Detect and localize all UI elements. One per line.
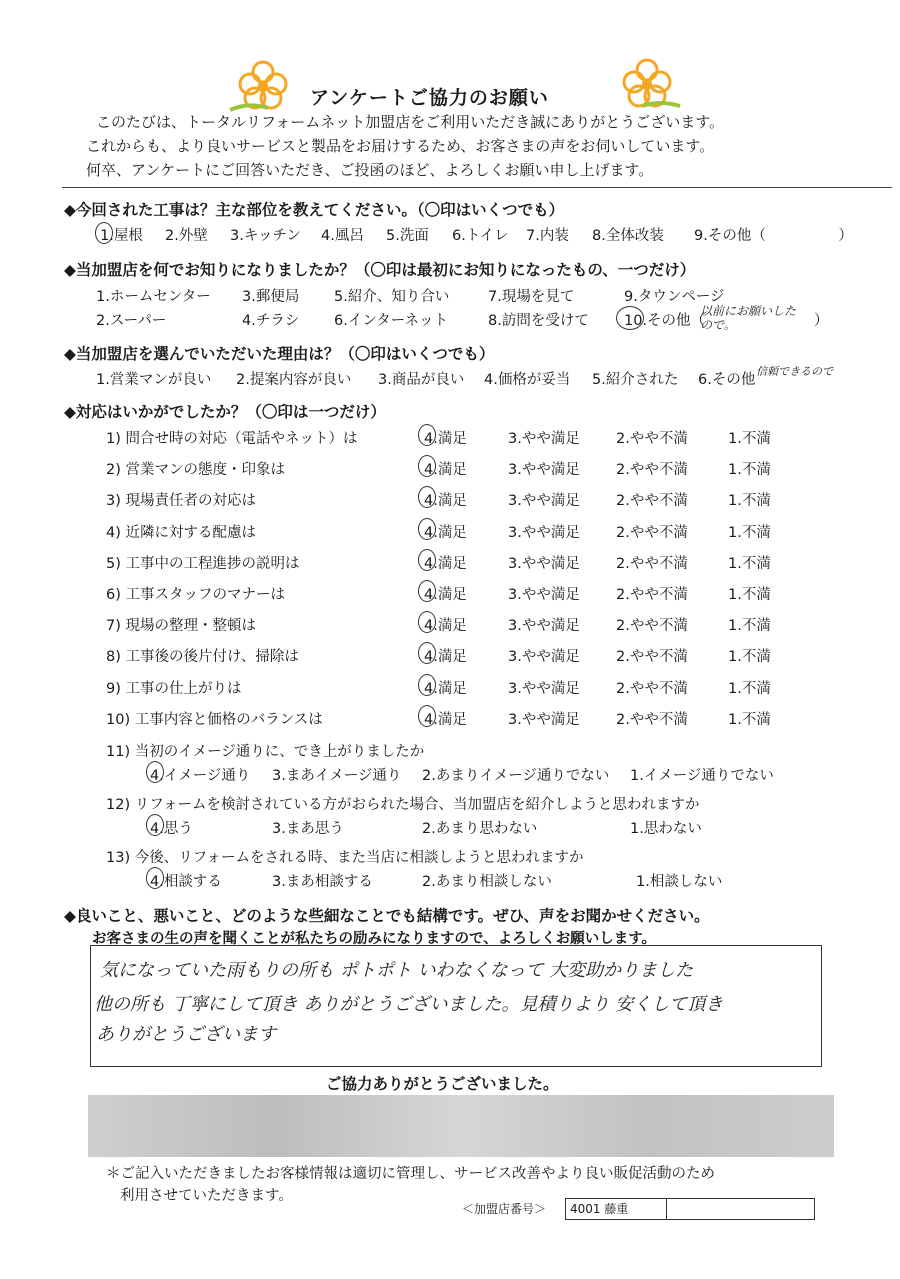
rating-9-option-1[interactable]: 1.不満 xyxy=(728,681,771,697)
q13-option-1[interactable]: 1.相談しない xyxy=(636,874,723,890)
rating-2-option-3[interactable]: 3.やや満足 xyxy=(508,462,580,478)
q12-option-4[interactable]: 4.思う xyxy=(150,821,193,837)
rating-3-option-1[interactable]: 1.不満 xyxy=(728,493,771,509)
q2-heading: ◆当加盟店を何でお知りになりましたか？（〇印は最初にお知りになったもの、一つだけ） xyxy=(64,261,696,279)
rating-1-option-4[interactable]: 4.満足 xyxy=(424,431,467,447)
privacy-note-line-2: 利用させていただきます。 xyxy=(120,1188,293,1204)
rating-7-option-4[interactable]: 4.満足 xyxy=(424,618,467,634)
rating-8-circle-mark xyxy=(418,642,436,664)
rating-5-option-3[interactable]: 3.やや満足 xyxy=(508,556,580,572)
q11-option-3[interactable]: 3.まあイメージ通り xyxy=(272,768,402,784)
q2-other-close: ） xyxy=(814,313,829,329)
rating-10-option-4[interactable]: 4.満足 xyxy=(424,712,467,728)
rating-3-circle-mark xyxy=(418,486,436,508)
rating-6-option-4[interactable]: 4.満足 xyxy=(424,587,467,603)
comment-line-2: 他の所も 丁寧にして頂き ありがとうございました。見積りより 安くして頂き xyxy=(94,994,724,1015)
q1-option-roof[interactable]: 1.屋根 xyxy=(100,228,143,244)
q2-option-postoffice[interactable]: 3.郵便局 xyxy=(242,289,300,305)
q1-option-kitchen[interactable]: 3.キッチン xyxy=(230,228,301,244)
header-divider xyxy=(62,187,892,188)
rating-4-option-2[interactable]: 2.やや不満 xyxy=(616,525,688,541)
rating-4-circle-mark xyxy=(418,518,436,540)
q2-option-flyer[interactable]: 4.チラシ xyxy=(242,313,300,329)
rating-3-option-4[interactable]: 4.満足 xyxy=(424,493,467,509)
q2-option-townpage[interactable]: 9.タウンページ xyxy=(624,289,725,305)
rating-7-option-3[interactable]: 3.やや満足 xyxy=(508,618,580,634)
q1-option-other[interactable]: 9.その他（ ） xyxy=(694,228,853,244)
rating-10-option-1[interactable]: 1.不満 xyxy=(728,712,771,728)
rating-question-5: 5) 工事中の工程進捗の説明は xyxy=(106,556,300,572)
rating-8-option-2[interactable]: 2.やや不満 xyxy=(616,649,688,665)
rating-8-option-1[interactable]: 1.不満 xyxy=(728,649,771,665)
q2-option-other[interactable]: 10.その他（ xyxy=(624,313,706,329)
q13-text: 13) 今後、リフォームをされる時、また当店に相談しようと思われますか xyxy=(106,850,584,866)
redacted-customer-info xyxy=(88,1095,834,1157)
rating-10-option-3[interactable]: 3.やや満足 xyxy=(508,712,580,728)
store-number-value: 4001 藤重 xyxy=(570,1202,629,1216)
rating-7-option-2[interactable]: 2.やや不満 xyxy=(616,618,688,634)
q1-option-bath[interactable]: 4.風呂 xyxy=(321,228,364,244)
q12-option-3[interactable]: 3.まあ思う xyxy=(272,821,344,837)
store-number-field xyxy=(565,1198,667,1220)
rating-7-circle-mark xyxy=(418,611,436,633)
store-name-field xyxy=(662,1198,815,1220)
q3-option-other[interactable]: 6.その他 xyxy=(698,372,756,388)
rating-9-option-4[interactable]: 4.満足 xyxy=(424,681,467,697)
rating-2-option-2[interactable]: 2.やや不満 xyxy=(616,462,688,478)
rating-7-option-1[interactable]: 1.不満 xyxy=(728,618,771,634)
rating-5-option-4[interactable]: 4.満足 xyxy=(424,556,467,572)
q2-option-visit[interactable]: 8.訪問を受けて xyxy=(488,313,589,329)
q11-option-4[interactable]: 4.イメージ通り xyxy=(150,768,251,784)
flower-right-icon xyxy=(612,56,682,116)
q13-option-2[interactable]: 2.あまり相談しない xyxy=(422,874,552,890)
q3-other-handwritten: 信頼できるので xyxy=(756,365,833,378)
rating-5-circle-mark xyxy=(418,549,436,571)
q11-circle-mark xyxy=(146,761,164,783)
rating-question-9: 9) 工事の仕上がりは xyxy=(106,681,242,697)
q1-option-washroom[interactable]: 5.洗面 xyxy=(386,228,429,244)
rating-question-6: 6) 工事スタッフのマナーは xyxy=(106,587,285,603)
q13-option-4[interactable]: 4.相談する xyxy=(150,874,222,890)
q12-option-1[interactable]: 1.思わない xyxy=(630,821,702,837)
q1-option-toilet[interactable]: 6.トイレ xyxy=(452,228,509,244)
q3-option-sales[interactable]: 1.営業マンが良い xyxy=(96,372,212,388)
q12-option-2[interactable]: 2.あまり思わない xyxy=(422,821,538,837)
q3-heading: ◆当加盟店を選んでいただいた理由は？（〇印はいくつでも） xyxy=(64,345,495,363)
rating-10-option-2[interactable]: 2.やや不満 xyxy=(616,712,688,728)
rating-9-option-3[interactable]: 3.やや満足 xyxy=(508,681,580,697)
rating-question-4: 4) 近隣に対する配慮は xyxy=(106,525,256,541)
q2-option-internet[interactable]: 6.インターネット xyxy=(334,313,449,329)
rating-6-option-1[interactable]: 1.不満 xyxy=(728,587,771,603)
rating-8-option-3[interactable]: 3.やや満足 xyxy=(508,649,580,665)
q2-option-homecenter[interactable]: 1.ホームセンター xyxy=(96,289,211,305)
comment-line-3: ありがとうございます xyxy=(96,1024,276,1045)
q3-option-referral[interactable]: 5.紹介された xyxy=(592,372,679,388)
q1-option-exterior[interactable]: 2.外壁 xyxy=(165,228,208,244)
rating-question-2: 2) 営業マンの態度・印象は xyxy=(106,462,285,478)
q13-circle-mark xyxy=(146,867,164,889)
q3-option-price[interactable]: 4.価格が妥当 xyxy=(484,372,571,388)
rating-2-circle-mark xyxy=(418,455,436,477)
q2-option-supermarket[interactable]: 2.スーパー xyxy=(96,313,167,329)
rating-1-option-3[interactable]: 3.やや満足 xyxy=(508,431,580,447)
q12-text: 12) リフォームを検討されている方がおられた場合、当加盟店を紹介しようと思われますか xyxy=(106,797,700,813)
page-title: アンケートご協力のお願い xyxy=(310,87,549,109)
comments-heading: ◆良いこと、悪いこと、どのような些細なことでも結構です。ぜひ、声をお聞かせください。 xyxy=(64,907,710,925)
rating-2-option-4[interactable]: 4.満足 xyxy=(424,462,467,478)
q12-circle-mark xyxy=(146,814,164,836)
q4-heading: ◆対応はいかがでしたか？（〇印は一つだけ） xyxy=(64,403,386,421)
store-number-label: ＜加盟店番号＞ xyxy=(462,1202,547,1216)
rating-4-option-4[interactable]: 4.満足 xyxy=(424,525,467,541)
q11-option-2[interactable]: 2.あまりイメージ通りでない xyxy=(422,768,610,784)
intro-line-1: このたびは、トータルリフォームネット加盟店をご利用いただき誠にありがとうございます。 xyxy=(96,113,725,131)
q11-text: 11) 当初のイメージ通りに、でき上がりましたか xyxy=(106,744,425,760)
q1-option-interior[interactable]: 7.内装 xyxy=(526,228,569,244)
q3-option-proposal[interactable]: 2.提案内容が良い xyxy=(236,372,352,388)
rating-10-circle-mark xyxy=(418,705,436,727)
thanks-text: ご協力ありがとうございました。 xyxy=(326,1075,559,1093)
privacy-note-line-1: ＊ご記入いただきましたお客様情報は適切に管理し、サービス改善やより良い販促活動のため xyxy=(106,1166,715,1182)
q1-option-full[interactable]: 8.全体改装 xyxy=(592,228,664,244)
rating-question-1: 1) 問合せ時の対応（電話やネット）は xyxy=(106,431,358,447)
comment-line-1: 気になっていた雨もりの所も ポトポト いわなくなって 大変助かりました xyxy=(100,960,694,981)
rating-1-circle-mark xyxy=(418,424,436,446)
q11-option-1[interactable]: 1.イメージ通りでない xyxy=(630,768,774,784)
rating-4-option-1[interactable]: 1.不満 xyxy=(728,525,771,541)
rating-question-7: 7) 現場の整理・整頓は xyxy=(106,618,256,634)
rating-1-option-1[interactable]: 1.不満 xyxy=(728,431,771,447)
rating-5-option-1[interactable]: 1.不満 xyxy=(728,556,771,572)
rating-3-option-2[interactable]: 2.やや不満 xyxy=(616,493,688,509)
flower-left-icon xyxy=(228,58,298,118)
rating-2-option-1[interactable]: 1.不満 xyxy=(728,462,771,478)
rating-9-circle-mark xyxy=(418,674,436,696)
rating-1-option-2[interactable]: 2.やや不満 xyxy=(616,431,688,447)
q1-heading: ◆今回された工事は？主な部位を教えてください。（〇印はいくつでも） xyxy=(64,201,565,219)
q2-option-site[interactable]: 7.現場を見て xyxy=(488,289,575,305)
rating-6-option-3[interactable]: 3.やや満足 xyxy=(508,587,580,603)
rating-8-option-4[interactable]: 4.満足 xyxy=(424,649,467,665)
q3-option-product[interactable]: 3.商品が良い xyxy=(378,372,465,388)
intro-line-2: これからも、より良いサービスと製品をお届けするため、お客さまの声をお伺いしています。 xyxy=(86,137,715,155)
rating-question-3: 3) 現場責任者の対応は xyxy=(106,493,256,509)
q1-roof-circle-mark xyxy=(95,222,113,244)
comments-subheading: お客さまの生の声を聞くことが私たちの励みになりますので、よろしくお願いします。 xyxy=(92,931,657,947)
rating-6-circle-mark xyxy=(418,580,436,602)
rating-6-option-2[interactable]: 2.やや不満 xyxy=(616,587,688,603)
q2-other-handwritten: 以前にお願いしたので。 xyxy=(700,304,797,332)
q2-option-referral[interactable]: 5.紹介、知り合い xyxy=(334,289,450,305)
rating-9-option-2[interactable]: 2.やや不満 xyxy=(616,681,688,697)
rating-4-option-3[interactable]: 3.やや満足 xyxy=(508,525,580,541)
intro-line-3: 何卒、アンケートにご回答いただき、ご投函のほど、よろしくお願い申し上げます。 xyxy=(86,161,654,179)
rating-question-8: 8) 工事後の後片付け、掃除は xyxy=(106,649,299,665)
rating-3-option-3[interactable]: 3.やや満足 xyxy=(508,493,580,509)
q13-option-3[interactable]: 3.まあ相談する xyxy=(272,874,373,890)
rating-question-10: 10) 工事内容と価格のバランスは xyxy=(106,712,323,728)
q2-other-circle-mark xyxy=(616,306,644,330)
rating-5-option-2[interactable]: 2.やや不満 xyxy=(616,556,688,572)
